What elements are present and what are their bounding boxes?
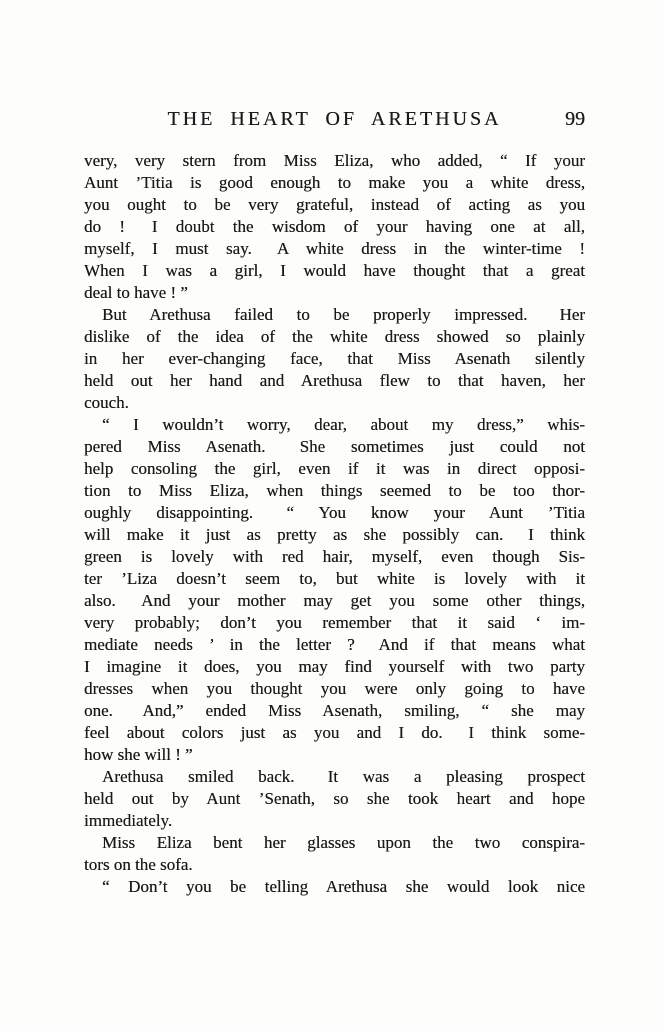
text-line: tors on the sofa.	[84, 855, 193, 874]
paragraph	[84, 150, 585, 304]
text-line: one. And,” ended Miss Asenath, smiling, “ she may	[84, 701, 585, 720]
paragraph	[84, 414, 585, 766]
paragraph	[84, 876, 585, 898]
paragraph	[84, 832, 585, 876]
running-title: THE HEART OF ARETHUSA	[167, 108, 502, 130]
page-number: 99	[565, 108, 585, 130]
text-line: pered Miss Asenath. She sometimes just could not	[84, 437, 585, 456]
text-line: very probably; don’t you remember that it said ‘ im-	[84, 613, 585, 632]
text-line: “ Don’t you be telling Arethusa she would look nice	[102, 877, 585, 896]
page-header	[84, 106, 585, 132]
text-line: ter ’Liza doesn’t seem to, but white is lovely with it	[84, 569, 585, 588]
text-line: But Arethusa failed to be properly impressed. Her	[102, 305, 585, 324]
text-line: in her ever-changing face, that Miss Asenath silently	[84, 349, 585, 368]
text-line: tion to Miss Eliza, when things seemed to be too thor-	[84, 481, 585, 500]
text-line: Arethusa smiled back. It was a pleasing prospect	[102, 767, 585, 786]
paragraph	[84, 304, 585, 414]
text-line: deal to have ! ”	[84, 283, 188, 302]
text-line: I imagine it does, you may find yourself with two party	[84, 657, 585, 676]
text-line: you ought to be very grateful, instead of acting as you	[84, 195, 585, 214]
text-line: very, very stern from Miss Eliza, who added, “ If your	[84, 151, 585, 170]
text-line: dislike of the idea of the white dress showed so plainly	[84, 327, 585, 346]
text-line: feel about colors just as you and I do. I think some-	[84, 723, 585, 742]
text-line: do ! I doubt the wisdom of your having one at all,	[84, 217, 585, 236]
text-line: immediately.	[84, 811, 173, 830]
text-line: dresses when you thought you were only going to have	[84, 679, 585, 698]
text-line: green is lovely with red hair, myself, even though Sis-	[84, 547, 585, 566]
paragraph	[84, 766, 585, 832]
text-line: also. And your mother may get you some other things,	[84, 591, 585, 610]
text-line: will make it just as pretty as she possibly can. I think	[84, 525, 585, 544]
text-line: oughly disappointing. “ You know your Aunt ’Titia	[84, 503, 585, 522]
text-line: how she will ! ”	[84, 745, 193, 764]
text-line: myself, I must say. A white dress in the winter-time !	[84, 239, 585, 258]
text-line: Miss Eliza bent her glasses upon the two conspira-	[102, 833, 585, 852]
text-line: “ I wouldn’t worry, dear, about my dress,” whis-	[102, 415, 585, 434]
text-line: When I was a girl, I would have thought that a great	[84, 261, 585, 280]
text-line: help consoling the girl, even if it was in direct opposi-	[84, 459, 585, 478]
text-line: mediate needs ’ in the letter ? And if that means what	[84, 635, 585, 654]
text-line: couch.	[84, 393, 129, 412]
text-line: Aunt ’Titia is good enough to make you a white dress,	[84, 173, 585, 192]
text-line: held out her hand and Arethusa flew to that haven, her	[84, 371, 585, 390]
text-line: held out by Aunt ’Senath, so she took heart and hope	[84, 789, 585, 808]
page-body	[84, 150, 585, 898]
